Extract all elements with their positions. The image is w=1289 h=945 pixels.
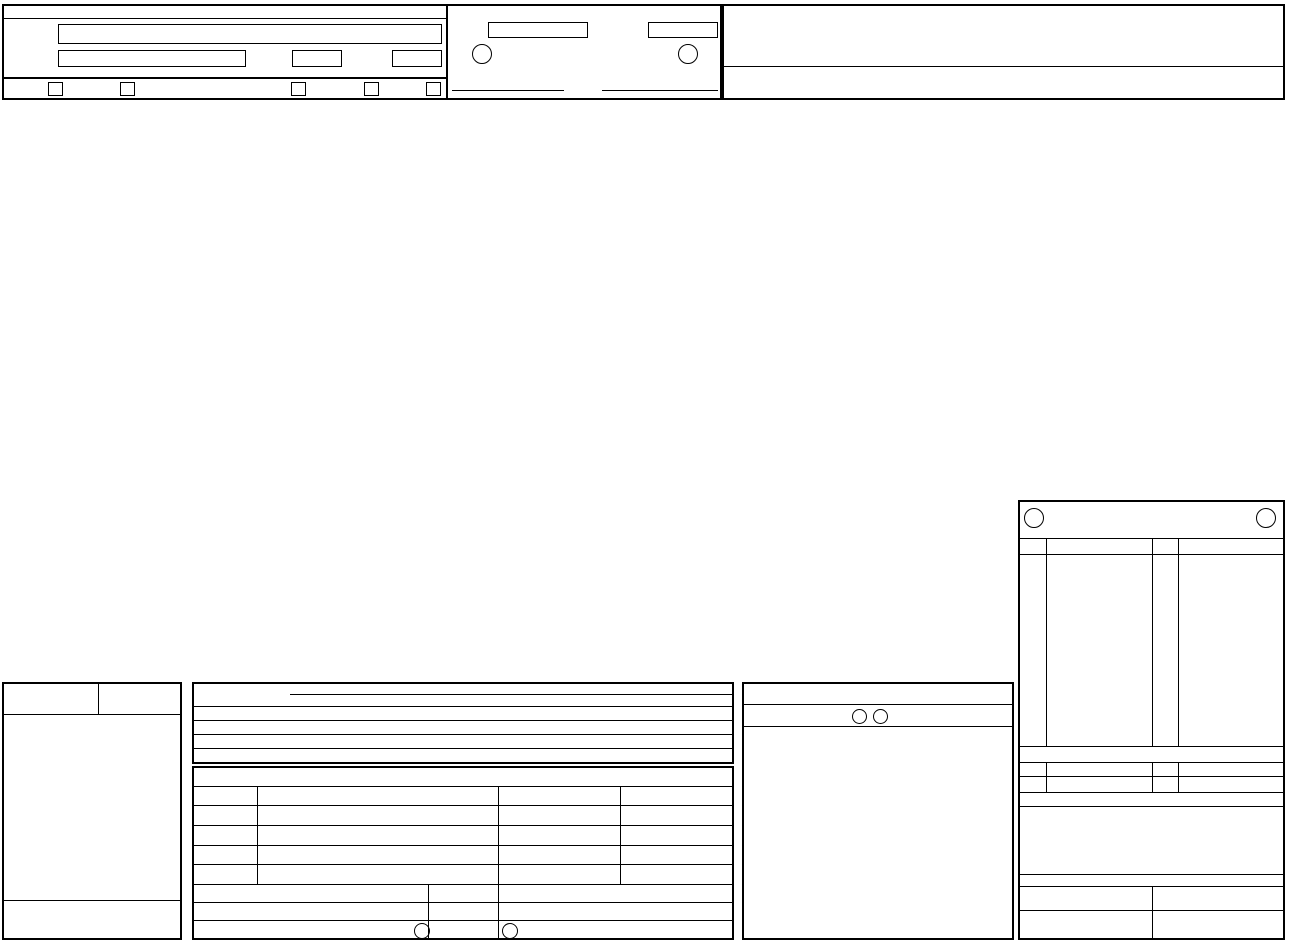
stage-input[interactable]	[292, 50, 342, 67]
teams-left-circle[interactable]	[1024, 508, 1044, 528]
women-checkbox[interactable]	[120, 82, 135, 96]
city-input[interactable]	[58, 24, 442, 44]
result-team-b	[873, 709, 888, 724]
captain-a-mark	[414, 923, 430, 939]
teams-right-circle[interactable]	[1256, 508, 1276, 528]
children-checkbox[interactable]	[426, 82, 441, 96]
date-input[interactable]	[488, 22, 588, 38]
match-input[interactable]	[392, 50, 442, 67]
result-team-a	[852, 709, 867, 724]
team-right-circle[interactable]	[678, 44, 698, 64]
adults-checkbox[interactable]	[291, 82, 306, 96]
juniors-checkbox[interactable]	[364, 82, 379, 96]
time-input[interactable]	[648, 22, 718, 38]
team-left-circle[interactable]	[472, 44, 492, 64]
men-checkbox[interactable]	[48, 82, 63, 96]
title-block	[722, 4, 1285, 100]
approval-block	[192, 766, 734, 940]
captain-b-mark	[502, 923, 518, 939]
sanctions-block	[2, 682, 182, 940]
hall-input[interactable]	[58, 50, 246, 67]
